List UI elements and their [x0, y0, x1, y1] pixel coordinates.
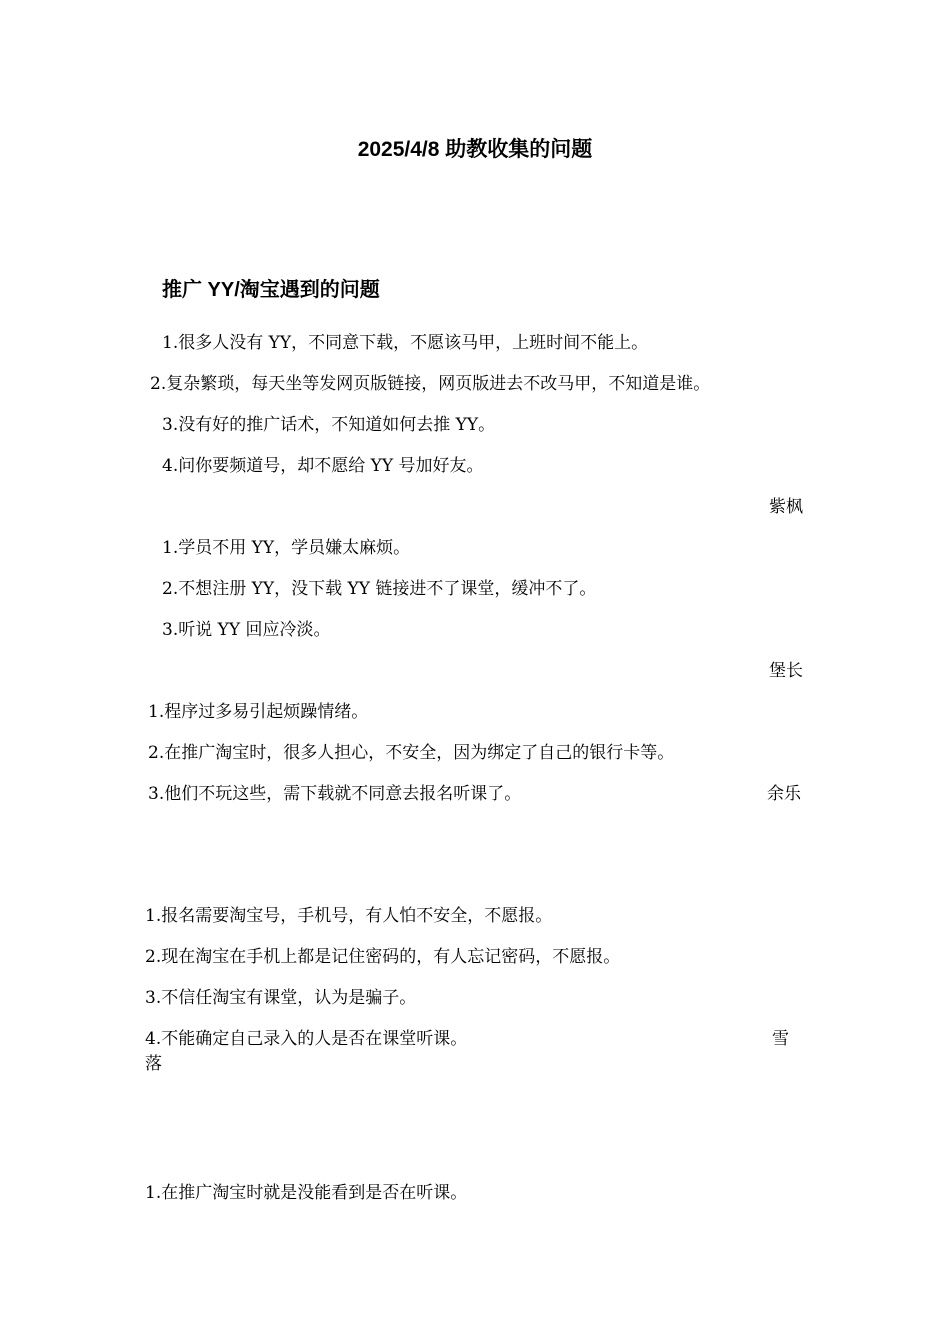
issue-item: 1.学员不用 YY，学员嫌太麻烦。: [162, 538, 411, 558]
issue-item: 3.没有好的推广话术，不知道如何去推 YY。: [162, 415, 496, 435]
issue-item: 2.复杂繁琐，每天坐等发网页版链接，网页版进去不改马甲，不知道是谁。: [150, 374, 711, 394]
issue-item: 3.他们不玩这些，需下载就不同意去报名听课了。: [148, 784, 522, 804]
author-name: 余乐: [767, 784, 801, 804]
issue-item: 4.问你要频道号，却不愿给 YY 号加好友。: [162, 456, 484, 476]
issue-item: 4.不能确定自己录入的人是否在课堂听课。: [145, 1029, 468, 1049]
issue-item: 1.很多人没有 YY，不同意下载，不愿该马甲，上班时间不能上。: [162, 333, 649, 353]
issue-item: 2.不想注册 YY，没下载 YY 链接进不了课堂，缓冲不了。: [162, 579, 597, 599]
document-title: 2025/4/8 助教收集的问题: [357, 138, 593, 161]
issue-item: 2.现在淘宝在手机上都是记住密码的，有人忘记密码，不愿报。: [145, 947, 621, 967]
issue-item: 3.听说 YY 回应冷淡。: [162, 620, 331, 640]
issue-item: 1.在推广淘宝时就是没能看到是否在听课。: [145, 1183, 468, 1203]
author-name: 堡长: [769, 661, 803, 681]
issue-item: 1.程序过多易引起烦躁情绪。: [148, 702, 369, 722]
author-name-part: 落: [145, 1054, 162, 1074]
issue-item: 2.在推广淘宝时，很多人担心，不安全，因为绑定了自己的银行卡等。: [148, 743, 675, 763]
issue-item: 3.不信任淘宝有课堂，认为是骗子。: [145, 988, 417, 1008]
issue-item: 1.报名需要淘宝号，手机号，有人怕不安全，不愿报。: [145, 906, 553, 926]
section-heading: 推广 YY/淘宝遇到的问题: [162, 279, 380, 301]
author-name-part: 雪: [772, 1029, 789, 1049]
author-name: 紫枫: [769, 497, 803, 517]
